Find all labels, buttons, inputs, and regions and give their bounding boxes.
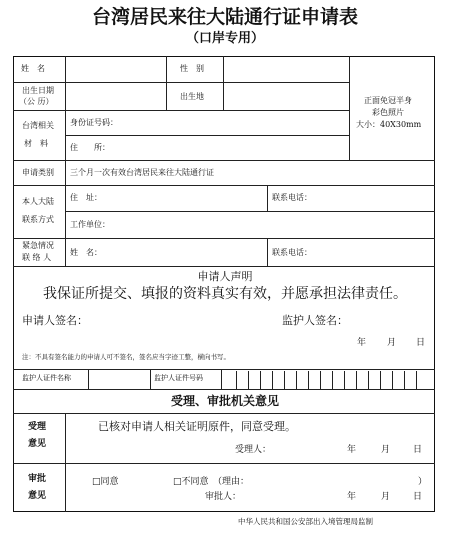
birthplace-label: 出生地 xyxy=(180,92,204,101)
emergency-label: 紧急情况 xyxy=(22,241,54,250)
dob-input[interactable] xyxy=(66,83,165,109)
accept-text: 已核对申请人相关证明原件，同意受理。 xyxy=(98,420,296,433)
apply-type-value: 三个月一次有效台湾居民来往大陆通行证 xyxy=(70,168,214,177)
accept-year: 年 xyxy=(347,445,357,455)
acceptor-label: 受理人： xyxy=(235,445,272,455)
review-section-title: 受理、审批机关意见 xyxy=(170,394,279,408)
dob-label-sub: （公 历） xyxy=(19,97,54,106)
approve-label: 审批 xyxy=(28,474,47,484)
phone-input[interactable] xyxy=(318,186,434,210)
emergency-name-input[interactable] xyxy=(110,240,266,265)
decl-day: 日 xyxy=(416,338,426,348)
accept-label: 受理 xyxy=(28,422,47,432)
guardian-doc-name-label: 监护人证件名称 xyxy=(22,374,71,382)
decl-month: 月 xyxy=(387,338,397,348)
address-label: 住 址： xyxy=(70,193,102,202)
guardian-doc-number-label: 监护人证件号码 xyxy=(154,374,203,382)
guardian-doc-number-input[interactable] xyxy=(222,370,434,388)
decl-year: 年 xyxy=(357,338,367,348)
declaration-heading: 申请人声明 xyxy=(197,270,253,283)
birthplace-input[interactable] xyxy=(224,83,348,109)
dob-label: 出生日期 xyxy=(22,86,54,95)
acceptor-input[interactable] xyxy=(275,442,335,458)
photo-instruction-2: 彩色照片 xyxy=(372,108,404,117)
approve-day: 日 xyxy=(413,492,423,502)
applicant-sign-label: 申请人签名： xyxy=(22,314,88,327)
apply-type-label: 申请类别 xyxy=(22,168,54,177)
approve-month: 月 xyxy=(381,492,391,502)
guardian-doc-name-input[interactable] xyxy=(89,370,149,388)
approve-year: 年 xyxy=(347,492,357,502)
mainland-contact-label-2: 联系方式 xyxy=(22,215,54,224)
agree-checkbox[interactable]: □同意 xyxy=(92,477,119,487)
accept-label-2: 意见 xyxy=(28,439,47,449)
residence-label: 住 所： xyxy=(70,143,110,152)
taiwan-docs-label: 台湾相关 xyxy=(22,121,54,130)
address-input[interactable] xyxy=(110,186,266,210)
disagree-checkbox[interactable]: □不同意 （理由： xyxy=(173,477,250,487)
guardian-sign-input[interactable] xyxy=(350,310,434,330)
approver-label: 审批人： xyxy=(205,492,242,502)
workplace-input[interactable] xyxy=(118,212,434,237)
disagree-reason-close: ） xyxy=(418,477,428,487)
mainland-contact-label: 本人大陆 xyxy=(22,197,54,206)
form-subtitle: （口岸专用） xyxy=(185,31,264,46)
gender-label: 性 别 xyxy=(180,64,204,73)
emergency-name-label: 姓 名： xyxy=(70,248,102,257)
accept-day: 日 xyxy=(413,445,423,455)
name-label: 姓 名 xyxy=(21,64,45,73)
approve-label-2: 意见 xyxy=(28,491,47,501)
footer-issuer: 中华人民共和国公安部出入境管理局监制 xyxy=(238,517,373,526)
gender-input[interactable] xyxy=(224,57,348,81)
taiwan-docs-label-2: 材 料 xyxy=(24,139,48,148)
emergency-phone-label: 联系电话： xyxy=(272,248,312,257)
declaration-note: 注：不具有签名能力的申请人可不签名，签名应当字迹工整，横向书写。 xyxy=(22,353,230,361)
id-number-input[interactable] xyxy=(130,111,348,134)
photo-instruction: 正面免冠半身 xyxy=(364,96,412,105)
id-number-label: 身份证号码： xyxy=(70,118,118,127)
emergency-phone-input[interactable] xyxy=(318,240,434,265)
emergency-label-2: 联 络 人 xyxy=(22,253,52,262)
approver-input[interactable] xyxy=(245,489,335,505)
applicant-sign-input[interactable] xyxy=(90,310,270,330)
residence-input[interactable] xyxy=(130,136,348,159)
photo-size: 大小：40X30mm xyxy=(356,120,422,129)
declaration-statement: 我保证所提交、填报的资料真实有效，并愿承担法律责任。 xyxy=(43,286,407,302)
phone-label: 联系电话： xyxy=(272,193,312,202)
accept-month: 月 xyxy=(381,445,391,455)
name-input[interactable] xyxy=(66,57,165,81)
workplace-label: 工作单位： xyxy=(70,220,110,229)
guardian-sign-label: 监护人签名： xyxy=(282,314,348,327)
form-title: 台湾居民来往大陆通行证申请表 xyxy=(91,6,358,28)
